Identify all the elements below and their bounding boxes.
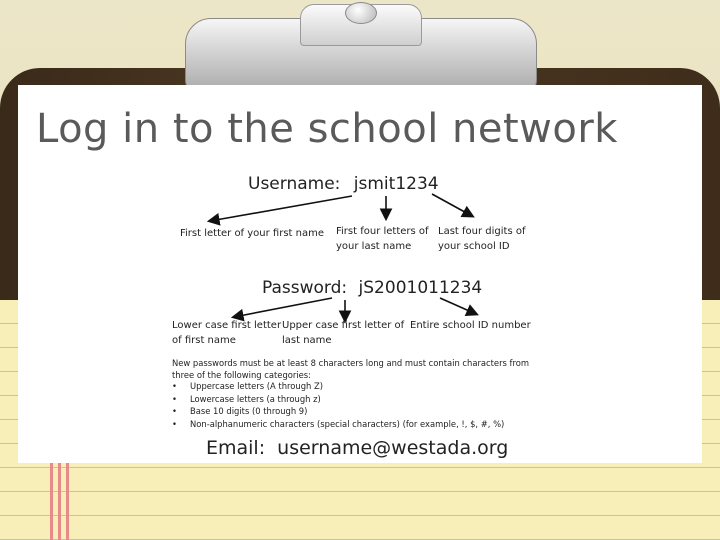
password-rules-list [172,380,504,430]
list-item: • Base 10 digits (0 through 9) [172,406,308,416]
password-annotation-right: Entire school ID number [410,320,531,331]
arrow-password-left [234,298,332,317]
username-annotation-middle: First four letters of your last name [336,226,429,252]
username-value: jsmit1234 [353,174,439,194]
username-label: Username: [248,174,341,194]
arrow-username-right [432,194,472,216]
password-annotation-left: Lower case first letter of first name [172,320,282,346]
username-annotation-first: First letter of your first name [180,228,324,239]
list-item: • Lowercase letters (a through z) [172,393,321,404]
slide-title: Log in to the school network [36,106,618,152]
list-item: • Uppercase letters (A through Z) [172,381,323,391]
password-value: jS2001011234 [358,278,483,298]
arrow-password-right [440,298,476,314]
password-annotation-middle: Upper case first letter of last name [282,320,405,346]
password-rules-intro: New passwords must be at least 8 characters long and must contain characters from three of the following categories: [172,358,530,380]
username-annotation-right: Last four digits of your school ID [438,226,526,252]
password-label: Password: [262,278,348,298]
email-line [206,437,508,459]
email-label: Email: [206,437,266,459]
list-item: • Non-alphanumeric characters (special characters) (for example, !, $, #, %) [172,418,505,429]
email-value: username@westada.org [277,437,509,459]
arrow-username-first [210,196,352,221]
